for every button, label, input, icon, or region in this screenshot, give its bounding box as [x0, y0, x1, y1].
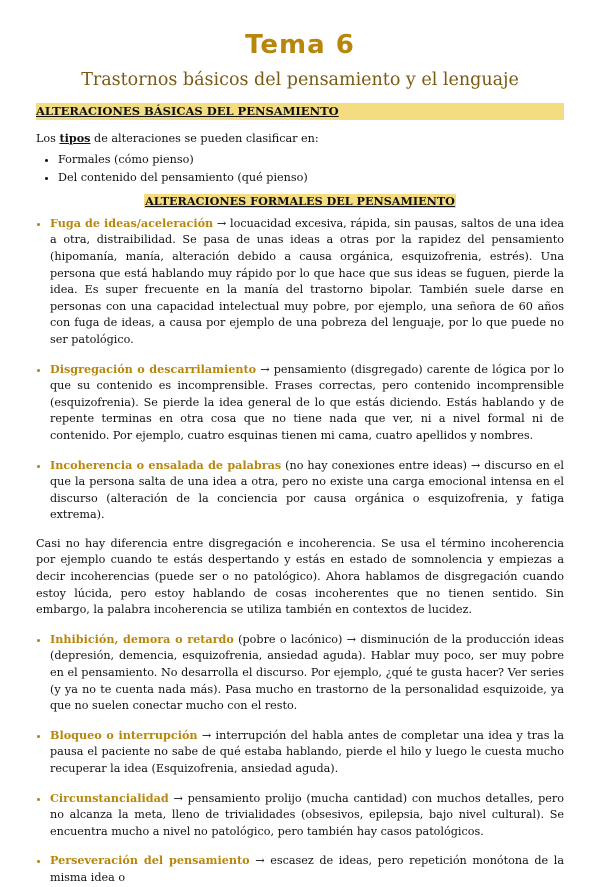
section-heading: ALTERACIONES BÁSICAS DEL PENSAMIENTO — [36, 103, 564, 120]
page-subtitle: Trastornos básicos del pensamiento y el lenguaje — [81, 70, 519, 90]
page-title: Tema 6 — [245, 30, 355, 60]
list-item: • Bloqueo o interrupción → interrupción del habla antes de completar una idea y tras la pausa el paciente no sabe de qué estaba hablando, pierde el hilo y luego le cuesta mucho recuperar la idea (Esquizofrenia, ansiedad aguda). — [50, 727, 564, 778]
subsection-heading: ALTERACIONES FORMALES DEL PENSAMIENTO — [145, 193, 455, 208]
term-label: Fuga de ideas/aceleración — [50, 215, 214, 230]
term-label: Disgregación o descarrilamiento — [50, 361, 257, 376]
list-item: • Formales (cómo pienso) — [58, 152, 564, 169]
intro-text: Los tipos de alteraciones se pueden clasificar en: — [36, 131, 319, 145]
term-label: Circunstancialidad — [50, 790, 169, 805]
list-item: • Disgregación o descarrilamiento → pensamiento (disgregado) carente de lógica por lo que su contenido es incomprensible. Frases correctas, pero contenido incomprensible (esquizofrenia). Se pierde la idea general de lo que estás diciendo. Estás hablando y de repente terminas en otra cosa que no tiene nada que ver, ni a nivel formal ni de contenido. Por ejemplo, cuatro esquinas tienen mi cama, cuatro apellidos y nombres. — [50, 361, 564, 445]
formal-items-list — [36, 215, 564, 524]
term-label: Incoherencia o ensalada de palabras — [50, 457, 282, 472]
list-item: • Perseveración del pensamiento → escasez de ideas, pero repetición monótona de la misma idea o — [50, 852, 564, 886]
list-item: • Inhibición, demora o retardo (pobre o lacónico) → disminución de la producción ideas (depresión, demencia, esquizofrenia, ansiedad aguda). Hablar muy poco, ser muy pobre en el pensamiento. No desarrolla el discurso. Por ejemplo, ¿qué te gusta hacer? Ver series (y ya no te cuenta nada más). Pasa mucho en trastorno de la personalidad esquizoide, ya que no suelen conectar mucho con el resto. — [50, 631, 564, 715]
term-label: Perseveración del pensamiento — [50, 853, 250, 868]
intro-keyword: tipos — [59, 131, 91, 145]
term-label: Bloqueo o interrupción — [50, 727, 198, 742]
formal-items-list-2 — [36, 631, 564, 887]
list-item: • Fuga de ideas/aceleración → locuacidad excesiva, rápida, sin pausas, saltos de una idea a otra, distraibilidad. Se pasa de unas ideas a otras por la rapidez del pensamiento (hipomanía, manía, alteración debido a causa orgánica, esquizofrenia, estrés). Una persona que está hablando muy rápido por lo que hace que sus ideas se fuguen, pierde la idea. Es super frecuente en la manía del trastorno bipolar. También suele darse en personas con una capacidad intelectual muy pobre, por ejemplo, una señora de 60 años con fuga de ideas, a causa por ejemplo de una pobreza del lenguaje, por lo que puede no ser patológico. — [50, 215, 564, 349]
list-item: • Circunstancialidad → pensamiento prolijo (mucha cantidad) con muchos detalles, pero no alcanza la meta, lleno de trivialidades (obsesivos, epilepsia, bajo nivel cultural). Se encuentra mucho a nivel no patológico, pero también hay casos patológicos. — [50, 790, 564, 841]
body-paragraph: Casi no hay diferencia entre disgregación e incoherencia. Se usa el término incoherencia por ejemplo cuando te estás despertando y estás en estado de somnolencia y empiezas a decir incoherencias (puede ser o no patológico). Ahora hablamos de disgregación cuando estoy lúcida, pero estoy hablando de cosas incoherentes que no tienen sentido. Sin embargo, la palabra incoherencia se utiliza también en contextos de lucidez. — [36, 536, 564, 617]
list-item: • Incoherencia o ensalada de palabras (no hay conexiones entre ideas) → discurso en el que la persona salta de una idea a otra, pero no existe una carga emocional intensa en el discurso (alteración de la conciencia por causa orgánica o esquizofrenia, y fatiga extrema). — [50, 457, 564, 524]
term-label: Inhibición, demora o retardo — [50, 631, 234, 646]
document-page — [0, 28, 600, 884]
types-list — [36, 152, 564, 187]
list-item: • Del contenido del pensamiento (qué pienso) — [58, 170, 564, 187]
